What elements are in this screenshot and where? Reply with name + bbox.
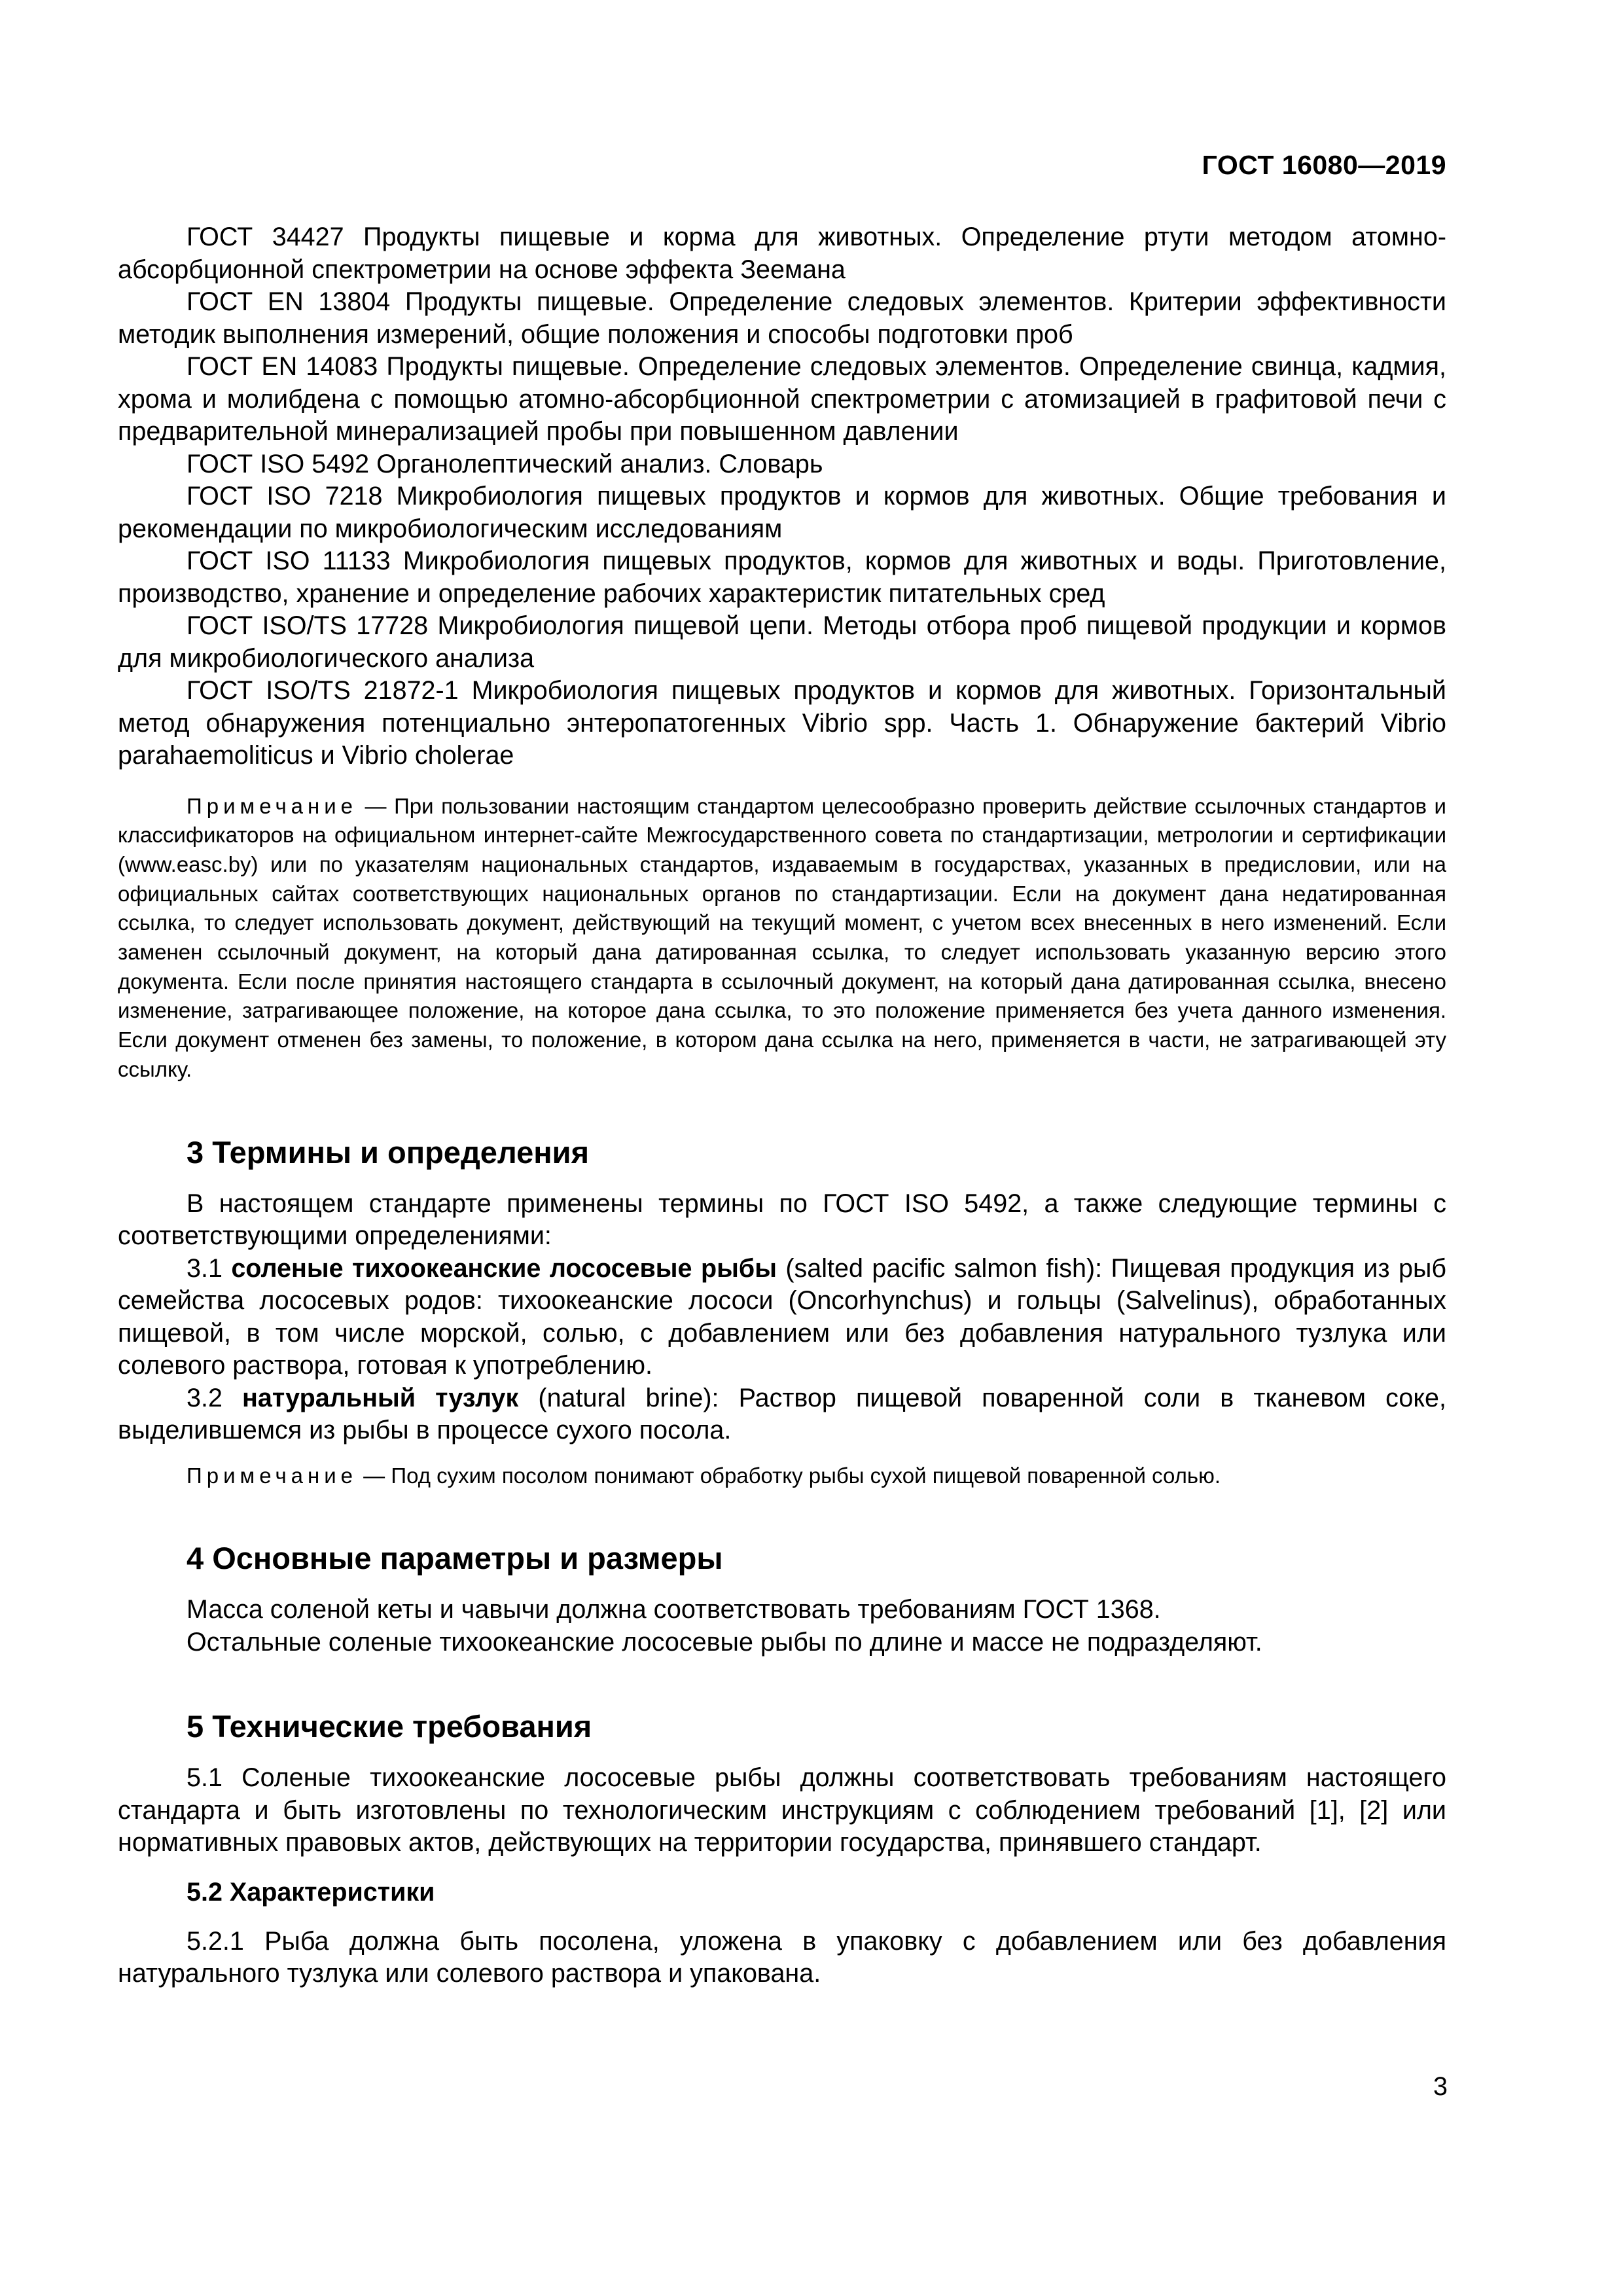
reference-code: ГОСТ EN 14083 <box>187 352 378 381</box>
term-definition <box>118 1253 1446 1382</box>
document-code-header: ГОСТ 16080—2019 <box>1202 150 1446 180</box>
reference-code: ГОСТ ISO/TS 21872-1 <box>187 676 459 705</box>
reference-item <box>118 286 1446 351</box>
page-content <box>118 221 1446 1990</box>
reference-item <box>118 480 1446 545</box>
reference-title: Микробиология пищевых продуктов и кормов для животных. Общие требования и рекомендации по микробиологическим исследованиям <box>118 482 1446 543</box>
section-heading-parameters: 4 Основные параметры и размеры <box>187 1541 723 1576</box>
section-heading-terms: 3 Термины и определения <box>187 1134 589 1170</box>
note-text: — При пользовании настоящим стандартом целесообразно проверить действие ссылочных стандартов и классификаторов на официальном интернет-сайте Межгосударственного совета по стандартизации, метрологии и сертификации (www.easc.by) или по указателям национальных стандартов, издаваемым в государствах, указанных в предисловии, или на официальных сайтах соответствующих национальных органов по стандартизации. Если на документ дана недатированная ссылка, то следует использовать документ, действующий на текущий момент, с учетом всех внесенных в него изменений. Если заменен ссылочный документ, на который дана датированная ссылка, то следует использовать указанную версию этого документа. Если после принятия настоящего стандарта в ссылочный документ, на который дана датированная ссылка, внесено изменение, затрагивающее положение, на которое дана ссылка, то это положение применяется без учета данного изменения. Если документ отменен без замены, то положение, в котором дана ссылка на него, применяется в части, не затрагивающей эту ссылку. <box>118 793 1446 1081</box>
reference-item <box>118 675 1446 772</box>
paragraph: Остальные соленые тихоокеанские лососевые рыбы по длине и массе не подразделяют. <box>187 1627 1262 1657</box>
reference-title: Микробиология пищевой цепи. Методы отбора проб пищевой продукции и кормов для микробиологического анализа <box>118 611 1446 673</box>
terms-intro: В настоящем стандарте применены термины по ГОСТ ISO 5492, а также следующие термины с соответствующими определениями: <box>118 1189 1446 1251</box>
term-text: (natural brine): Раствор пищевой поваренной соли в тканевом соке, выделившемся из рыбы в процессе сухого посола. <box>118 1383 1446 1445</box>
paragraph: 5.1 Соленые тихоокеанские лососевые рыбы должны соответствовать требованиям настоящего стандарта и быть изготовлены по технологическим инструкциям с соблюдением требований [1], [2] или нормативных правовых актов, действующих на территории государства, принявшего стандарт. <box>118 1763 1446 1857</box>
subsection-heading-characteristics: 5.2 Характеристики <box>187 1877 435 1907</box>
references-note <box>118 792 1446 1085</box>
term-number: 3.1 <box>187 1253 232 1283</box>
term-number: 3.2 <box>187 1383 243 1412</box>
paragraph: 5.2.1 Рыба должна быть посолена, уложена в упаковку с добавлением или без добавления натурального тузлука или солевого раствора и упакована. <box>118 1926 1446 1988</box>
term-name: соленые тихоокеанские лососевые рыбы <box>231 1253 777 1283</box>
reference-item <box>118 351 1446 448</box>
section-heading-requirements: 5 Технические требования <box>187 1709 592 1744</box>
paragraph: Масса соленой кеты и чавычи должна соответствовать требованиям ГОСТ 1368. <box>187 1595 1161 1624</box>
reference-code: ГОСТ ISO 11133 <box>187 547 391 575</box>
term-name: натуральный тузлук <box>242 1383 519 1412</box>
reference-title: Продукты пищевые. Определение следовых элементов. Определение свинца, кадмия, хрома и молибдена с помощью атомно-абсорбционной спектрометрии с атомизацией в графитовой печи с предварительной минерализацией пробы при повышенном давлении <box>118 352 1446 446</box>
reference-code: ГОСТ EN 13804 <box>187 287 391 316</box>
reference-item <box>118 610 1446 675</box>
note-label: Примечание <box>187 793 358 818</box>
note-text: — Под сухим посолом понимают обработку рыбы сухой пищевой поваренной солью. <box>357 1463 1221 1488</box>
reference-item <box>118 448 1446 481</box>
page-number: 3 <box>1433 2072 1448 2101</box>
terms-note <box>118 1462 1446 1491</box>
reference-title: Микробиология пищевых продуктов, кормов для животных и воды. Приготовление, производство, хранение и определение рабочих характеристик питательных сред <box>118 547 1446 608</box>
term-text: (salted pacific salmon fish): Пищевая продукция из рыб семейства лососевых родов: тихоокеанские лососи (Oncorhynchus) и гольцы (Salvelinus), обработанных пищевой, в том числе морской, солью, с добавлением или без добавления натурального тузлука или солевого раствора, готовая к употреблению. <box>118 1253 1446 1380</box>
term-definition <box>118 1382 1446 1447</box>
note-label: Примечание <box>187 1463 358 1488</box>
reference-code: ГОСТ ISO 7218 <box>187 482 383 511</box>
reference-code: ГОСТ 34427 <box>187 223 344 251</box>
reference-title: Продукты пищевые и корма для животных. Определение ртути методом атомно-абсорбционной спектрометрии на основе эффекта Зеемана <box>118 223 1446 284</box>
reference-item <box>118 545 1446 610</box>
reference-item <box>118 221 1446 286</box>
reference-title: Микробиология пищевых продуктов и кормов для животных. Горизонтальный метод обнаружения потенциально энтеропатогенных Vibrio spp. Часть 1. Обнаружение бактерий Vibrio parahaemoliticus и Vibrio cholerae <box>118 676 1446 770</box>
reference-title: Продукты пищевые. Определение следовых элементов. Критерии эффективности методик выполнения измерений, общие положения и способы подготовки проб <box>118 287 1446 349</box>
reference-title: Органолептический анализ. Словарь <box>376 449 823 478</box>
reference-code: ГОСТ ISO/TS 17728 <box>187 611 429 640</box>
reference-code: ГОСТ ISO 5492 <box>187 449 370 478</box>
